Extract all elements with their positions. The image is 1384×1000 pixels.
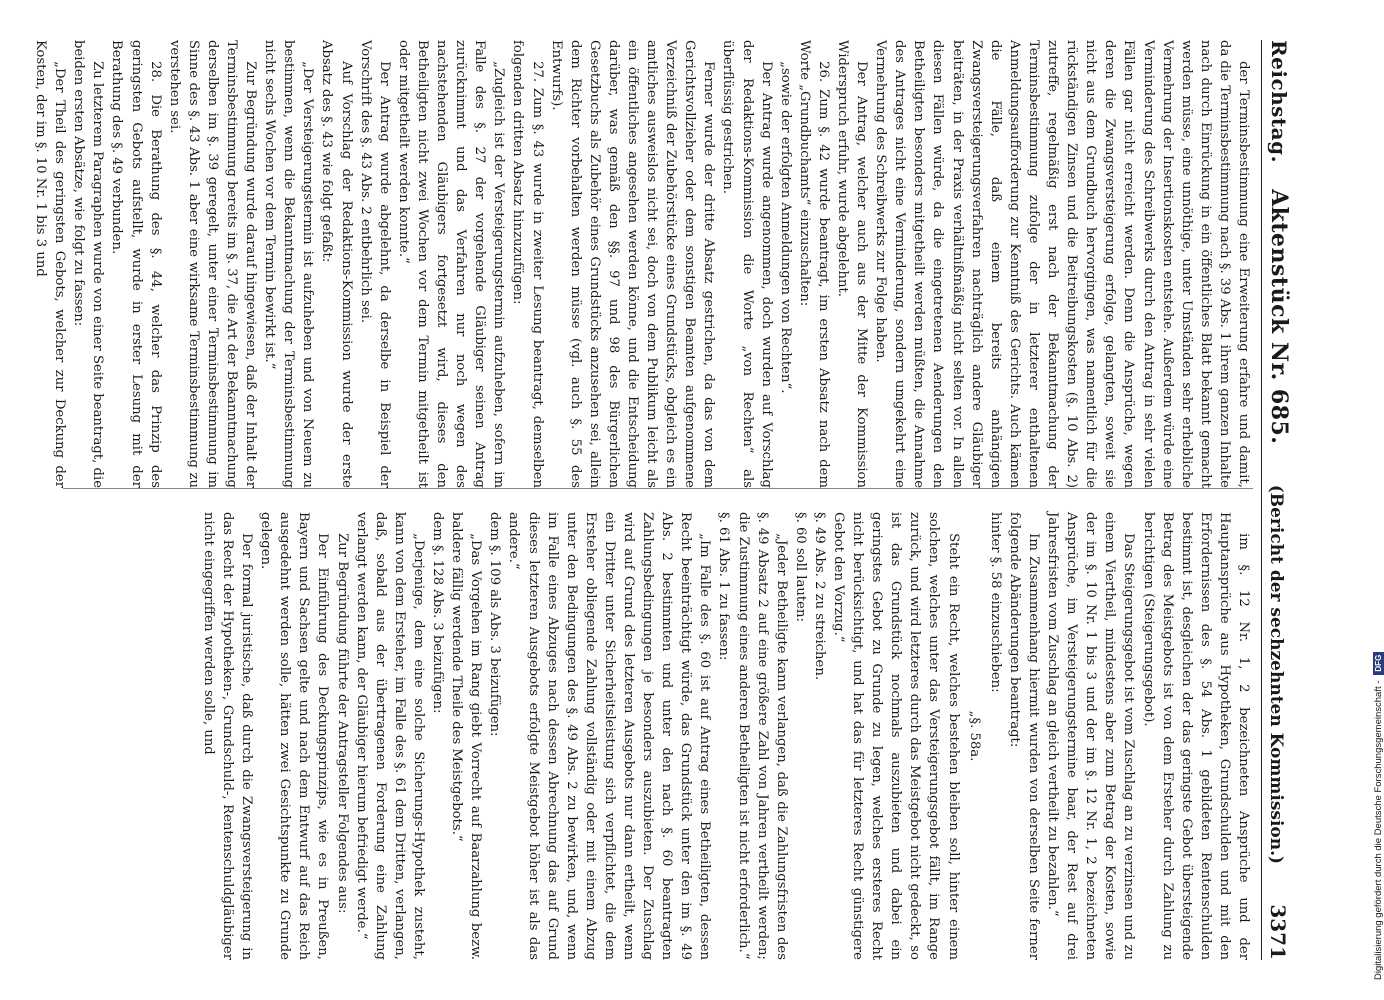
paragraph: 27. Zum §. 43 wurde in zweiter Lesung beantragt, demselben folgenden dritten Absatz hinzuzufügen: (510, 40, 545, 488)
paragraph: §. 60 soll lauten: (792, 512, 808, 622)
header-subtitle: (Bericht der sechzehnten Kommission.) (1266, 484, 1286, 865)
paragraph: Zur Begründung führte der Antragsteller Folgendes aus: (334, 533, 350, 914)
paragraph: 28. Die Berathung des §. 44, welcher das Prinzip des geringsten Gebots aufstellt, wurde in erster Lesung mit der Berathung des §. 49 verbunden. (109, 40, 163, 488)
paragraph: „Zugleich ist der Versteigerungstermin aufzuheben, sofern im Falle des §. 27 der vorgehende Gläubiger seinen Antrag zurücknimmt und das Verfahren nur noch wegen des nachstehenden Gläubigers fortgesetzt wird, dieses den Betheiligten nicht zwei Wochen vor dem Termin mitgetheilt ist oder mitgetheilt werden konnte.“ (395, 40, 507, 488)
paragraph: Auf Vorschlag der Redaktions-Kommission wurde der erste Absatz des §. 43 wie folgt gefaßt: (319, 40, 354, 488)
paragraph: „Der Versteigerungstermin ist aufzuheben und von Neuem zu bestimmen, wenn die Bekanntmachung der Terminsbestimmung nicht sechs Wochen vor dem Termin bewirkt ist.“ (262, 40, 316, 488)
paragraph: §. 61 Abs. 1 zu fassen: (716, 512, 732, 661)
paragraph: 26. Zum §. 42 wurde beantragt, im ersten Absatz nach dem Worte „Grundbuchamts“ einzuschalten: (796, 40, 831, 488)
digitization-note (1372, 0, 1384, 980)
paragraph: „Im Falle des §. 60 ist auf Antrag eines Betheiligten, dessen Recht beeinträchtigt würde, das Grundstück unter den im §. 49 Abs. 2 bestimmten und unter den nach §. 60 beantragten Zahlungsbedingungen je besonders auszubieten. Der Zuschlag wird auf Grund des letzteren Ausgebots nur dann ertheilt, wenn ein Dritter unter Sicherheitsleistung sich verpflichtet, die dem Ersteher obliegende Zahlung vollständig oder mit einem Abzug unter den Bedingungen des §. 49 Abs. 2 zu bewirken, und, wenn im Falle eines Abzuges nach dessen Abrechnung das auf Grund dieses letzteren Ausgebots erfolgte Meistgebot höher ist als das andere.“ (506, 512, 713, 960)
paragraph: Steht ein Recht, welches bestehen bleiben soll, hinter einem solchen, welches unter das Versteigerungsgebot fällt, im Range zurück, und wird letzteres durch das Meistgebot nicht gedeckt, so ist das Grundstück nochmals auszubieten und dabei ein geringstes Gebot zu Grunde zu legen, welches ersteres Recht nicht berücksichtigt, und hat das für letzteres Recht günstigere Gebot den Vorzug.“ (831, 512, 961, 960)
paragraph: „Jeder Betheiligte kann verlangen, daß die Zahlungsfristen des §. 49 Absatz 2 auf eine größere Zahl von Jahren vertheilt werden; die Zustimmung eines anderen Betheiligten ist nicht erforderlich.“ (735, 512, 789, 960)
paragraph: „sowie der erfolgten Anmeldungen von Rechten“. (777, 61, 793, 394)
paragraph: hinter §. 58 einzuschieben: (987, 512, 1003, 693)
paragraph: Der Antrag wurde angenommen, doch wurden auf Vorschlag der Redaktions-Kommission die Worte „von Rechten“ als überflüssig gestrichen. (720, 40, 774, 488)
paragraph: Der Antrag wurde abgelehnt, da derselbe in Beispiel der Vorschrift des §. 43 Abs. 2 entbehrlich sei. (357, 40, 392, 488)
header-reichstag: Reichstag. (1267, 40, 1291, 164)
paragraph: „Das Vorgehen im Rang giebt Vorrecht auf Baarzahlung bezw. baldere fällig werdende Theile des Meistgebots.“ (449, 512, 484, 960)
paragraph: „Der Theil des geringsten Gebots, welcher zur Deckung der Kosten, der im §. 10 Nr. 1 bis 3 und (33, 40, 68, 488)
paragraph: der Terminsbestimmung eine Erweiterung erfahre und damit, da die Terminsbestimmung nach §. 39 Abs. 1 ihrem ganzen Inhalte nach durch Einrückung in ein öffentliches Blatt bekannt gemacht werden müsse, eine unnöthige, unter Umständen sehr erhebliche Vermehrung der Insertionskosten entstehe. Außerdem würde eine Verminderung des Schreibwerks durch den Antrag in sehr vielen Fällen gar nicht erreicht werden. Denn die Ansprüche, wegen deren die Zwangsversteigerung erfolge, gelangten, soweit sie nicht aus dem Grundbuch hervorgingen, was namentlich für die rückständigen Zinsen und die Beitreibungskosten (§. 10 Abs. 2) zutreffe, regelmäßig erst nach der Bekanntmachung der Terminsbestimmung zufolge der in letzterer enthaltenen Anmeldungsaufforderung zur Kenntniß des Gerichts. Auch kämen die Fälle, daß einem bereits anhängigen Zwangsversteigerungsverfahren nachträglich andere Gläubiger beiträten, in der Praxis verhältnißmäßig nicht selten vor. In allen diesen Fällen würde, da die eingetretenen Aenderungen den Betheiligten besonders mitgetheilt werden müßten, die Annahme des Antrages nicht eine Verminderung, sondern umgekehrt eine Vermehrung des Schreibwerks zur Folge haben. (873, 40, 1251, 488)
paragraph: dem §. 109 als Abs. 3 beizufügen: (487, 512, 503, 737)
header-title (1266, 40, 1292, 444)
dfg-badge: DFG (1373, 652, 1384, 675)
paragraph: Ferner wurde der dritte Absatz gestrichen, da das von dem Gerichtsvollzieher oder dem sonstigen Beamten aufgenommene Verzeichniß der Zubehörstücke eines Grundstücks, obgleich es ein amtliches ausweislos nicht sei, doch von dem Publikum leicht als ein öffentliches angesehen werden könne, und die Entscheidung darüber, was gemäß den §§. 97 und 98 des Bürgerlichen Gesetzbuchs als Zubehör eines Grundstücks anzusehen sei, allein dem Richter vorbehalten werden müsse (vgl. auch §. 55 des Entwurfs). (548, 40, 717, 488)
rotated-document-page (33, 40, 1301, 960)
paragraph: Der Antrag, welcher auch aus der Mitte der Kommission Widerspruch erfuhr, wurde abgelehnt. (835, 40, 870, 488)
paragraph: Zu letzterem Paragraphen wurde von einer Seite beantragt, die beiden ersten Absätze, wie folgt zu fassen: (71, 40, 106, 488)
paragraph: Im Zusammenhang hiermit wurden von derselben Seite ferner folgende Abänderungen beantragt: (1006, 512, 1041, 960)
digitization-note-text: Digitalisierung gefördert durch die Deutsche Forschungsgemeinschaft - (1372, 680, 1384, 980)
paragraph: Der Einführung des Deckungsprinzips, wie es in Preußen, Bayern und Sachsen gelte und nach dem Entwurf auf das Reich ausgedehnt werden solle, hätten zwei Gesichtspunkte zu Grunde gelegen. (258, 512, 331, 960)
paragraph: „Derjenige, dem eine solche Sicherungs-Hypothek zusteht, kann von dem Ersteher, im Falle des §. 61 dem Dritten, verlangen, daß, sobald aus der übertragenen Forderung eine Zahlung verlangt werden kann, der Gläubiger hierum befriedigt werde.“ (353, 512, 426, 960)
header-aktenstueck: Aktenstück Nr. 685. (1266, 189, 1292, 445)
page-header (1261, 40, 1301, 960)
paragraph: Zur Begründung wurde darauf hingewiesen, daß der Inhalt der Terminsbestimmung bereits im §. 37, die Art der Bekanntmachung derselben im §. 39 geregelt, unter einer Terminsbestimmung im Sinne des §. 43 Abs. 1 aber eine wirksame Terminsbestimmung zu verstehen sei. (166, 40, 259, 488)
paragraph: Das Steigerungsgebot ist vom Zuschlag an zu verzinsen und zu einem Viertheil, mindestens aber zum Betrag der Kosten, sowie der im §. 10 Nr. 1 bis 3 und der im §. 12 Nr. 1, 2 bezeichneten Ansprüche, im Versteigerungstermine baar, der Rest auf drei Jahresfristen vom Zuschlag an gleich vertheilt zu bezahlen.“ (1045, 512, 1137, 960)
text-column-left (33, 40, 1253, 488)
page-number: 3371 (1266, 904, 1290, 960)
paragraph: Der formal juristische, daß durch die Zwangsversteigerung in das Recht der Hypotheken-, Grundschuld-, Rentenschuldgläubiger nicht eingegriffen werden solle, und (200, 512, 255, 960)
paragraph: dem §. 128 Abs. 3 beizufügen: (430, 512, 446, 714)
paragraph: „§. 58a. (966, 710, 982, 762)
text-column-right (63, 512, 1253, 960)
paragraph: §. 49 Abs. 2 zu streichen. (811, 512, 827, 681)
paragraph: im §. 12 Nr. 1, 2 bezeichneten Ansprüche und der Hauptansprüche aus Hypotheken, Grundschulden und mit den Erfordernissen des §. 54 Abs. 1 gebildeten Rentenschulden bestimmt ist, desgleichen der das geringste Gebot übersteigende Betrag des Meistgebots ist von dem Ersteher durch Zahlung zu berichtigen (Steigerungsgebot). (1140, 512, 1251, 960)
